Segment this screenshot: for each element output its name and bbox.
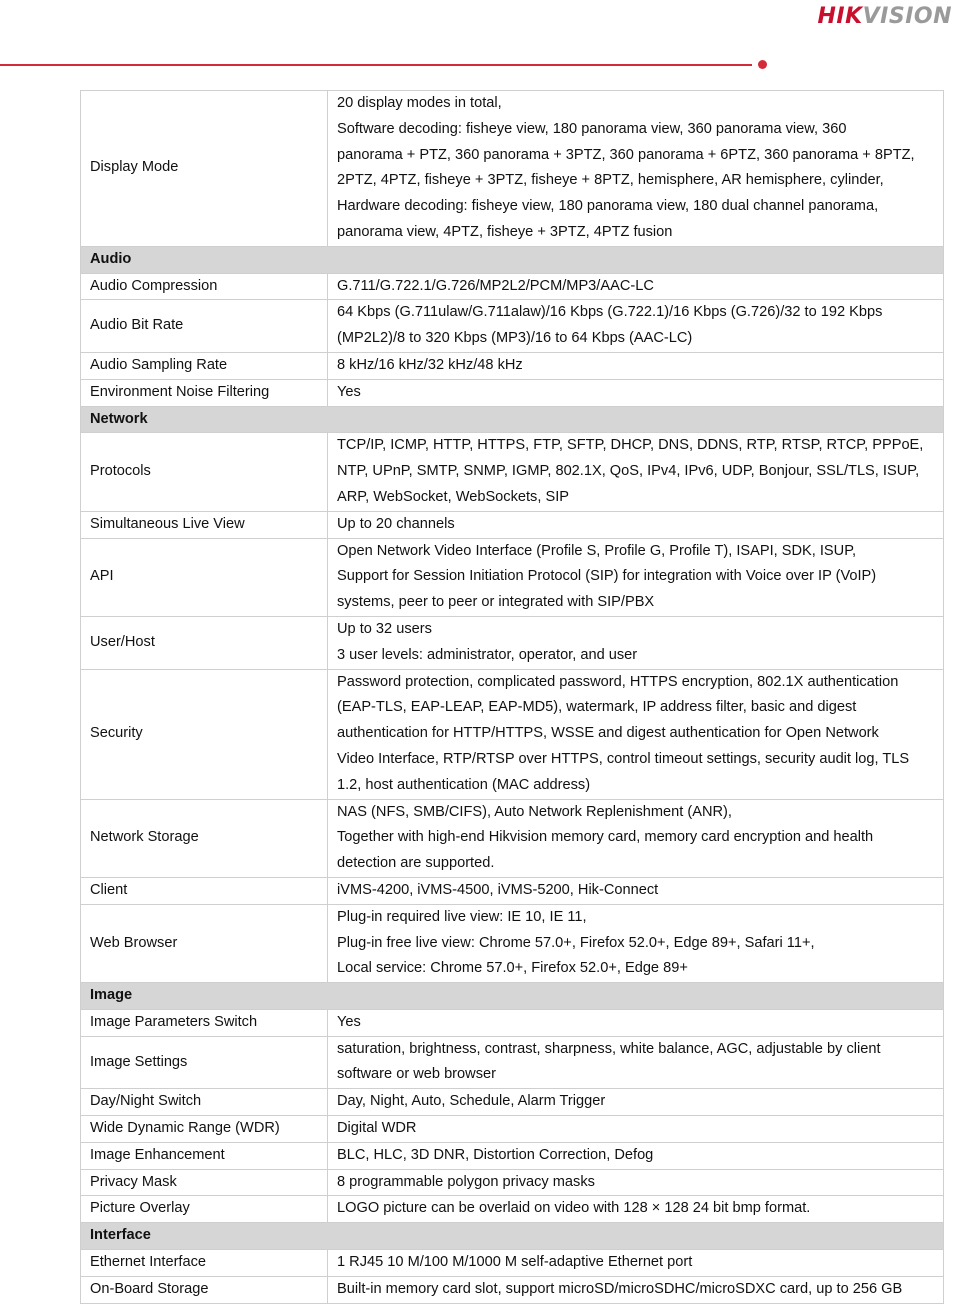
- header-rule: [0, 64, 752, 66]
- spec-row: [81, 91, 944, 247]
- spec-label: Audio Compression: [81, 273, 328, 300]
- spec-label: Environment Noise Filtering: [81, 379, 328, 406]
- spec-value: Up to 32 users 3 user levels: administrator, operator, and user: [328, 616, 944, 669]
- spec-label: Simultaneous Live View: [81, 511, 328, 538]
- section-title: Interface: [81, 1223, 944, 1250]
- spec-label: Display Mode: [81, 91, 328, 247]
- spec-label: Network Storage: [81, 799, 328, 877]
- spec-label: API: [81, 538, 328, 616]
- section-header-row: [81, 246, 944, 273]
- spec-row: [81, 511, 944, 538]
- spec-label: Privacy Mask: [81, 1169, 328, 1196]
- spec-row: [81, 799, 944, 877]
- spec-row: [81, 904, 944, 982]
- spec-value: TCP/IP, ICMP, HTTP, HTTPS, FTP, SFTP, DHCP, DNS, DDNS, RTP, RTSP, RTCP, PPPoE, NTP, UPnP, SMTP, SNMP, IGMP, 802.1X, QoS, IPv4, IPv6, UDP, Bonjour, SSL/TLS, ISUP, ARP, WebSocket, WebSockets, SIP: [328, 433, 944, 511]
- spec-row: [81, 379, 944, 406]
- spec-label: Image Settings: [81, 1036, 328, 1089]
- spec-label: Security: [81, 669, 328, 799]
- spec-value: 1 RJ45 10 M/100 M/1000 M self-adaptive Ethernet port: [328, 1250, 944, 1277]
- spec-label: Audio Sampling Rate: [81, 352, 328, 379]
- spec-label: On-Board Storage: [81, 1276, 328, 1303]
- spec-label: Image Enhancement: [81, 1142, 328, 1169]
- spec-value: iVMS-4200, iVMS-4500, iVMS-5200, Hik-Connect: [328, 877, 944, 904]
- spec-table-body: [81, 91, 944, 1304]
- spec-value: Yes: [328, 379, 944, 406]
- spec-value: Up to 20 channels: [328, 511, 944, 538]
- spec-value: Yes: [328, 1009, 944, 1036]
- spec-value: Built-in memory card slot, support microSD/microSDHC/microSDXC card, up to 256 GB: [328, 1276, 944, 1303]
- spec-value: Open Network Video Interface (Profile S, Profile G, Profile T), ISAPI, SDK, ISUP, Support for Session Initiation Protocol (SIP) for integration with Voice over IP (VoIP) systems, peer to peer or integrated with SIP/PBX: [328, 538, 944, 616]
- spec-row: [81, 1036, 944, 1089]
- spec-value: 8 kHz/16 kHz/32 kHz/48 kHz: [328, 352, 944, 379]
- spec-row: [81, 1089, 944, 1116]
- section-title: Audio: [81, 246, 944, 273]
- spec-row: [81, 300, 944, 353]
- spec-row: [81, 877, 944, 904]
- spec-table: [80, 90, 944, 1304]
- logo-text-hik: HIK: [817, 4, 863, 29]
- spec-row: [81, 1169, 944, 1196]
- spec-row: [81, 1142, 944, 1169]
- spec-label: Ethernet Interface: [81, 1250, 328, 1277]
- section-title: Network: [81, 406, 944, 433]
- spec-row: [81, 352, 944, 379]
- spec-label: Picture Overlay: [81, 1196, 328, 1223]
- spec-row: [81, 538, 944, 616]
- spec-value: G.711/G.722.1/G.726/MP2L2/PCM/MP3/AAC-LC: [328, 273, 944, 300]
- spec-value: saturation, brightness, contrast, sharpness, white balance, AGC, adjustable by client software or web browser: [328, 1036, 944, 1089]
- spec-label: User/Host: [81, 616, 328, 669]
- spec-value: Password protection, complicated password, HTTPS encryption, 802.1X authentication (EAP-TLS, EAP-LEAP, EAP-MD5), watermark, IP address filter, basic and digest authentication for HTTP/HTTPS, WSSE and digest authentication for Open Network Video Interface, RTP/RTSP over HTTPS, control timeout settings, security audit log, TLS 1.2, host authentication (MAC address): [328, 669, 944, 799]
- spec-row: [81, 1250, 944, 1277]
- spec-label: Wide Dynamic Range (WDR): [81, 1116, 328, 1143]
- spec-row: [81, 1276, 944, 1303]
- spec-label: Audio Bit Rate: [81, 300, 328, 353]
- spec-value: Day, Night, Auto, Schedule, Alarm Trigger: [328, 1089, 944, 1116]
- spec-value: Plug-in required live view: IE 10, IE 11, Plug-in free live view: Chrome 57.0+, Firefox 52.0+, Edge 89+, Safari 11+, Local service: Chrome 57.0+, Firefox 52.0+, Edge 89+: [328, 904, 944, 982]
- header-rule-dot: [758, 60, 767, 69]
- spec-value: NAS (NFS, SMB/CIFS), Auto Network Replenishment (ANR), Together with high-end Hikvision memory card, memory card encryption and health detection are supported.: [328, 799, 944, 877]
- spec-label: Client: [81, 877, 328, 904]
- spec-value: 20 display modes in total, Software decoding: fisheye view, 180 panorama view, 360 panorama view, 360 panorama + PTZ, 360 panorama + 3PTZ, 360 panorama + 6PTZ, 360 panorama + 8PTZ, 2PTZ, 4PTZ, fisheye + 3PTZ, fisheye + 8PTZ, hemisphere, AR hemisphere, cylinder, Hardware decoding: fisheye view, 180 panorama view, 180 dual channel panorama, panorama view, 4PTZ, fisheye + 3PTZ, 4PTZ fusion: [328, 91, 944, 247]
- spec-value: 8 programmable polygon privacy masks: [328, 1169, 944, 1196]
- spec-label: Day/Night Switch: [81, 1089, 328, 1116]
- spec-row: [81, 669, 944, 799]
- logo-text-vision: VISION: [862, 4, 952, 29]
- spec-value: Digital WDR: [328, 1116, 944, 1143]
- section-header-row: [81, 406, 944, 433]
- section-header-row: [81, 1223, 944, 1250]
- spec-row: [81, 1009, 944, 1036]
- spec-row: [81, 273, 944, 300]
- hikvision-logo: [817, 4, 952, 29]
- spec-row: [81, 616, 944, 669]
- spec-value: 64 Kbps (G.711ulaw/G.711alaw)/16 Kbps (G.722.1)/16 Kbps (G.726)/32 to 192 Kbps (MP2L2)/8 to 320 Kbps (MP3)/16 to 64 Kbps (AAC-LC): [328, 300, 944, 353]
- spec-label: Protocols: [81, 433, 328, 511]
- spec-row: [81, 433, 944, 511]
- section-title: Image: [81, 983, 944, 1010]
- spec-row: [81, 1116, 944, 1143]
- spec-row: [81, 1196, 944, 1223]
- spec-label: Web Browser: [81, 904, 328, 982]
- spec-label: Image Parameters Switch: [81, 1009, 328, 1036]
- spec-value: BLC, HLC, 3D DNR, Distortion Correction, Defog: [328, 1142, 944, 1169]
- spec-value: LOGO picture can be overlaid on video with 128 × 128 24 bit bmp format.: [328, 1196, 944, 1223]
- section-header-row: [81, 983, 944, 1010]
